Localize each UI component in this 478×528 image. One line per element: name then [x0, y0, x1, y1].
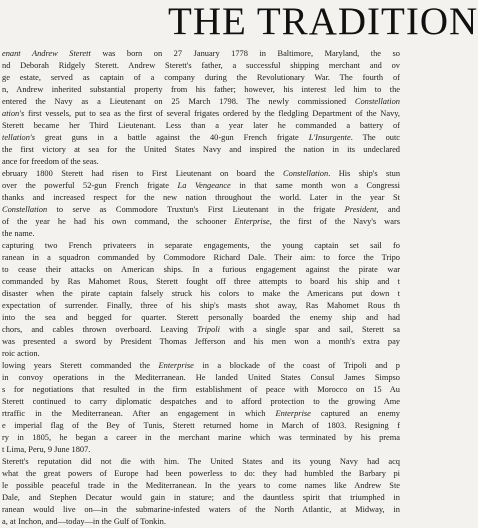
italic-text: Enterprise: [158, 361, 194, 370]
text-line: [0, 300, 400, 312]
text-line: [0, 468, 400, 480]
italic-text: Tripoli: [197, 325, 220, 334]
text-line: [0, 60, 400, 72]
text-span: captured an enemy: [310, 409, 400, 418]
text-span: the name.: [2, 229, 35, 238]
text-span: ry in 1805, he began a career in the merchant marine which was terminated by his prema: [2, 433, 400, 442]
text-span: to serve as Commodore Truxtun's First Lieutenant in the frigate: [47, 205, 345, 214]
article-body: [0, 48, 400, 528]
text-span: of the year he had his own command, the schooner: [2, 217, 235, 226]
text-span: . His ship's stun: [328, 169, 401, 178]
text-line: [0, 408, 400, 420]
text-span: ge estate, served as captain of a company during the Revolutionary War. The fourth of: [2, 73, 400, 82]
text-span: was presented a sword by President Thomas Jefferson and his men won a month's extra pay: [2, 337, 400, 346]
text-line: [0, 156, 400, 168]
text-line: [0, 312, 400, 324]
text-line: [0, 108, 400, 120]
italic-text: tellation's: [2, 133, 35, 142]
text-line: [0, 144, 400, 156]
text-span: Sterett became her Third Lieutenant. Less than a year later he commanded a battery of: [2, 121, 400, 130]
text-line: [0, 96, 400, 108]
text-span: over the powerful 52-gun French frigate: [2, 181, 178, 190]
text-line: [0, 396, 400, 408]
text-line: [0, 360, 400, 372]
text-line: [0, 456, 400, 468]
text-line: [0, 264, 400, 276]
text-line: [0, 192, 400, 204]
text-line: [0, 228, 400, 240]
italic-text: La Vengeance: [177, 181, 231, 190]
text-line: [0, 444, 400, 456]
text-line: [0, 288, 400, 300]
text-span: great guns in a battle against the 40-gun French frigate: [34, 133, 309, 142]
italic-text: President: [344, 205, 377, 214]
text-span: ranean would live on—in the submarine-infested waters of the North Atlantic, at Midway, in: [2, 505, 400, 514]
text-line: [0, 84, 400, 96]
italic-text: Constellation: [2, 205, 48, 214]
text-span: disaster when the pirate captain falsely struck his colors to make the Americans put down t: [2, 289, 400, 298]
text-span: chors, and cables thrown overboard. Leaving: [2, 325, 198, 334]
text-span: expectation of surrender. Finally, three of his ship's masts shot away, Ras Mahomet Rous th: [2, 301, 400, 310]
text-line: [0, 372, 400, 384]
text-span: . The outc: [350, 133, 400, 142]
text-line: [0, 132, 400, 144]
text-span: nd Deborah Ridgely Sterett. Andrew Sterett's father, a successful shipping merchant and ov: [2, 61, 400, 70]
text-line: [0, 348, 400, 360]
text-span: lowing years Sterett commanded the: [2, 361, 159, 370]
text-line: [0, 240, 400, 252]
text-line: [0, 180, 400, 192]
text-span: ebruary 1800 Sterett had risen to First Lieutenant on board the: [2, 169, 284, 178]
text-span: e imperial flag of the Bey of Tunis, Sterett returned home in March of 1803. Resigning f: [2, 421, 400, 430]
text-line: [0, 492, 400, 504]
text-line: [0, 72, 400, 84]
text-span: n, Andrew inherited substantial property from his father; however, his interest led him to the: [2, 85, 400, 94]
text-span: , the first of the Navy's wars: [269, 217, 400, 226]
text-span: ance for freedom of the seas.: [2, 157, 99, 166]
text-line: [0, 168, 400, 180]
text-line: [0, 480, 400, 492]
text-line: [0, 324, 400, 336]
text-line: [0, 216, 400, 228]
italic-text: Enterprise: [275, 409, 311, 418]
text-line: [0, 48, 400, 60]
text-span: entered the Navy as a Lieutenant on 25 March 1798. The newly commissioned: [2, 97, 355, 106]
text-span: Sterett's reputation did not die with him. The United States and its young Navy had acq: [2, 457, 400, 466]
text-span: what the great powers of Europe had been powerless to do: they had humbled the Barbary pi: [2, 469, 400, 478]
italic-text: Enterprise: [234, 217, 270, 226]
text-line: [0, 504, 400, 516]
text-span: s for negotiations that resulted in the firm establishment of peace with Morocco on 15 Au: [2, 385, 400, 394]
text-span: in convoy operations in the Mediterranean. He landed United States Consul James Simpso: [2, 373, 400, 382]
text-span: in a blockade of the coast of Tripoli and p: [193, 361, 400, 370]
text-line: [0, 384, 400, 396]
italic-text: Constellation: [354, 97, 400, 106]
text-line: [0, 120, 400, 132]
text-span: Dale, and Stephen Decatur would gain in stature; and the dauntless spirit that triumphed in: [2, 493, 400, 502]
text-span: commanded by Ras Mahomet Rous, Sterett fought off three attempts to board his ship and t: [2, 277, 400, 286]
text-span: capturing two French privateers in separate engagements, the young captain set sail fo: [2, 241, 400, 250]
text-span: the first victory at sea for the United States Navy and inspired the nation in its undeclared: [2, 145, 400, 154]
text-span: Sterett continued to carry diplomatic despatches and to afford protection to the growing Ame: [2, 397, 400, 406]
text-span: first vessels, put to sea as the first of several frigates ordered by the fledgling Department of the Navy,: [24, 109, 400, 118]
text-span: rtraffic in the Mediterranean. After an engagement in which: [2, 409, 276, 418]
text-span: was born on 27 January 1778 in Baltimore, Maryland, the so: [90, 49, 400, 58]
text-span: in that same month won a Congressi: [230, 181, 401, 190]
text-line: [0, 276, 400, 288]
text-line: [0, 204, 400, 216]
italic-text: L'Insurgente: [308, 133, 351, 142]
text-span: ranean in a squadron commanded by Commodore Richard Dale. Their aim: to force the Tripo: [2, 253, 400, 262]
text-span: roic action.: [2, 349, 40, 358]
text-span: le possible peaceful trade in the Mediterranean. In the years to come names like Andrew Ste: [2, 481, 400, 490]
italic-text: enant Andrew Sterett: [2, 49, 91, 58]
text-line: [0, 336, 400, 348]
italic-text: Constellation: [283, 169, 329, 178]
text-span: t Lima, Peru, 9 June 1807.: [2, 445, 91, 454]
page-title: THE TRADITION: [168, 0, 478, 43]
italic-text: ation's: [2, 109, 25, 118]
text-span: a, at Inchon, and—today—in the Gulf of Tonkin.: [2, 517, 166, 526]
text-line: [0, 252, 400, 264]
text-line: [0, 420, 400, 432]
text-span: , and: [376, 205, 401, 214]
text-span: to cease their attacks on American ships. In a furious engagement against the pirate war: [2, 265, 400, 274]
text-line: [0, 516, 400, 528]
text-span: into the sea and begged for quarter. Sterett personally boarded the enemy ship and had: [2, 313, 400, 322]
text-span: with a single spar and sail, Sterett sa: [219, 325, 400, 334]
text-span: thanks and increased respect for the new nation throughout the world. Later in the year St: [2, 193, 400, 202]
text-line: [0, 432, 400, 444]
